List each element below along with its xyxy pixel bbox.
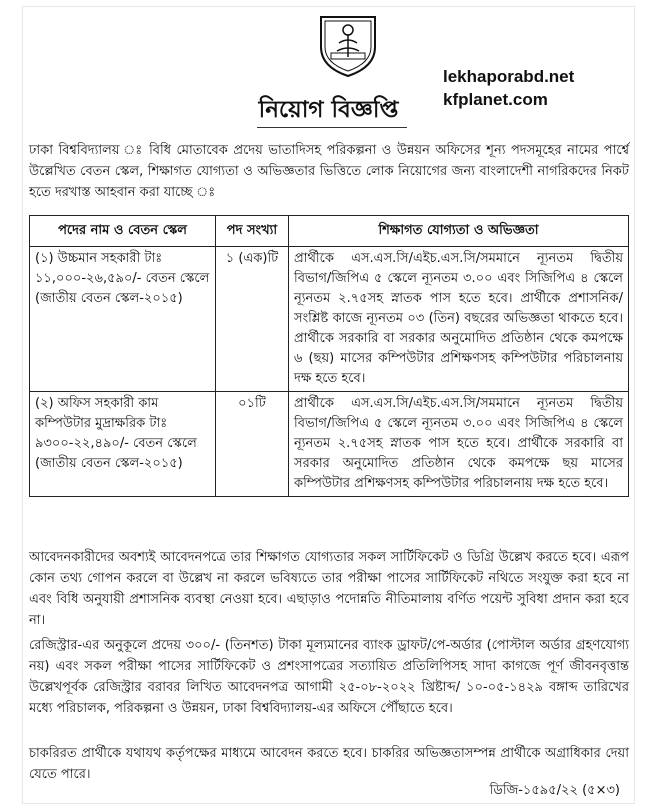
intro-paragraph: ঢাকা বিশ্ববিদ্যালয় ঃ বিধি মোতাবেক প্রদেয় ভাতাদিসহ পরিকল্পনা ও উন্নয়ন অফিসের শূন্য পদসমূহের নামের পার্শ্বে উল্লেখিত বেতন স্কেল, শিক্ষাগত যোগ্যতা ও অভিজ্ঞতার ভিত্তিতে লোক নিয়োগের জন্য বাংলাদেশী নাগরিকদের নিকট হতে দরখাস্ত আহবান করা যাচ্ছে ঃ — [29, 143, 629, 200]
table-row — [30, 247, 629, 392]
website-label-2: kfplanet.com — [443, 90, 548, 109]
post-count-cell: ০১টি — [216, 392, 289, 497]
table-header-row — [30, 216, 629, 247]
page-title: নিয়োগ বিজ্ঞপ্তি — [258, 96, 399, 123]
dhaka-university-emblem-icon — [313, 13, 383, 79]
qualification-cell: প্রার্থীকে এস.এস.সি/এইচ.এস.সি/সমমানে ন্যূনতম দ্বিতীয় বিভাগ/জিপিএ ৫ স্কেলে ন্যূনতম ৩.০০ এবং সিজিপিএ ৪ স্কেলে ন্যূনতম ২.৭৫সহ স্নাতক পাস হতে হবে। প্রার্থীকে সরকারি বা সরকার অনুমোদিত প্রতিষ্ঠান থেকে কমপক্ষে ছয় মাসের কম্পিউটার প্রশিক্ষণসহ কম্পিউটার পরিচালনায় দক্ষ হতে হবে। — [289, 392, 629, 497]
posts-table — [29, 215, 629, 497]
reference-number: ডিজি-১৫৯৫/২২ (৫×৩) — [489, 783, 620, 798]
post-name-cell: (১) উচ্চমান সহকারী টাঃ ১১,০০০-২৬,৫৯০/- বেতন স্কেলে (জাতীয় বেতন স্কেল-২০১৫) — [30, 247, 216, 392]
post-count-cell: ১ (এক)টি — [216, 247, 289, 392]
notice-page — [22, 6, 635, 804]
header-qualification: শিক্ষাগত যোগ্যতা ও অভিজ্ঞতা — [289, 216, 629, 247]
website-label-1: lekhaporabd.net — [443, 67, 575, 86]
application-paragraph: রেজিস্ট্রার-এর অনুকূলে প্রদেয় ৩০০/- (তিনশত) টাকা মূল্যমানের ব্যাংক ড্রাফট/পে-অর্ডার (পোস্টাল অর্ডার গ্রহণযোগ্য নয়) এবং সকল পরীক্ষা পাসের সার্টিফিকেট ও প্রশংসাপত্রের সত্যায়িত প্রতিলিপিসহ সাদা কাগজে পূর্ণ জীবনবৃত্তান্ত উল্লেখপূর্বক রেজিস্ট্রার বরাবর লিখিত আবেদনপত্র আগামী ২৫-০৮-২০২২ খ্রিষ্টাব্দ/ ১০-০৫-১৪২৯ বঙ্গাব্দ তারিখের মধ্যে পরিচালক, পরিকল্পনা ও উন্নয়ন, ঢাকা বিশ্ববিদ্যালয়-এর অফিসে পৌঁছাতে হবে। — [29, 638, 629, 716]
header-post-count: পদ সংখ্যা — [216, 216, 289, 247]
header-post-name: পদের নাম ও বেতন স্কেল — [30, 216, 216, 247]
post-name-cell: (২) অফিস সহকারী কাম কম্পিউটার মুদ্রাক্ষরিক টাঃ ৯৩০০-২২,৪৯০/- বেতন স্কেলে (জাতীয় বেতন স্কেল-২০১৫) — [30, 392, 216, 497]
certificates-paragraph: আবেদনকারীদের অবশ্যই আবেদনপত্রে তার শিক্ষাগত যোগ্যতার সকল সার্টিফিকেট ও ডিগ্রি উল্লেখ করতে হবে। এরূপ কোন তথ্য গোপন করলে বা উল্লেখ না করলে ভবিষ্যতে তার পরীক্ষা পাসের সার্টিফিকেট নথিতে সংযুক্ত করা হবে না এবং বিধি অনুযায়ী প্রশাসনিক ব্যবস্থা নেওয়া হবে। এছাড়াও পদোন্নতি নীতিমালায় বর্ণিত পয়েন্ট সুবিধা প্রদান করা হবে না। — [29, 550, 629, 628]
qualification-cell: প্রার্থীকে এস.এস.সি/এইচ.এস.সি/সমমানে ন্যূনতম দ্বিতীয় বিভাগ/জিপিএ ৫ স্কেলে ন্যূনতম ৩.০০ এবং সিজিপিএ ৪ স্কেলে ন্যূনতম ২.৭৫সহ স্নাতক পাস হতে হবে। প্রার্থীকে প্রশাসনিক/সংশ্লিষ্ট কাজে ন্যূনতম ০৩ (তিন) বছরের অভিজ্ঞতা থাকতে হবে। প্রার্থীকে সরকারি বা সরকার অনুমোদিত প্রতিষ্ঠান থেকে কমপক্ষে ৬ (ছয়) মাসের কম্পিউটার প্রশিক্ষণসহ কম্পিউটার পরিচালনায় দক্ষ হতে হবে। — [289, 247, 629, 392]
table-row — [30, 392, 629, 497]
title-underline — [257, 127, 407, 128]
employed-candidates-paragraph: চাকরিরত প্রার্থীকে যথাযথ কর্তৃপক্ষের মাধ্যমে আবেদন করতে হবে। চাকরির অভিজ্ঞতাসম্পন্ন প্রার্থীকে অগ্রাধিকার দেয়া যেতে পারে। — [29, 746, 629, 782]
